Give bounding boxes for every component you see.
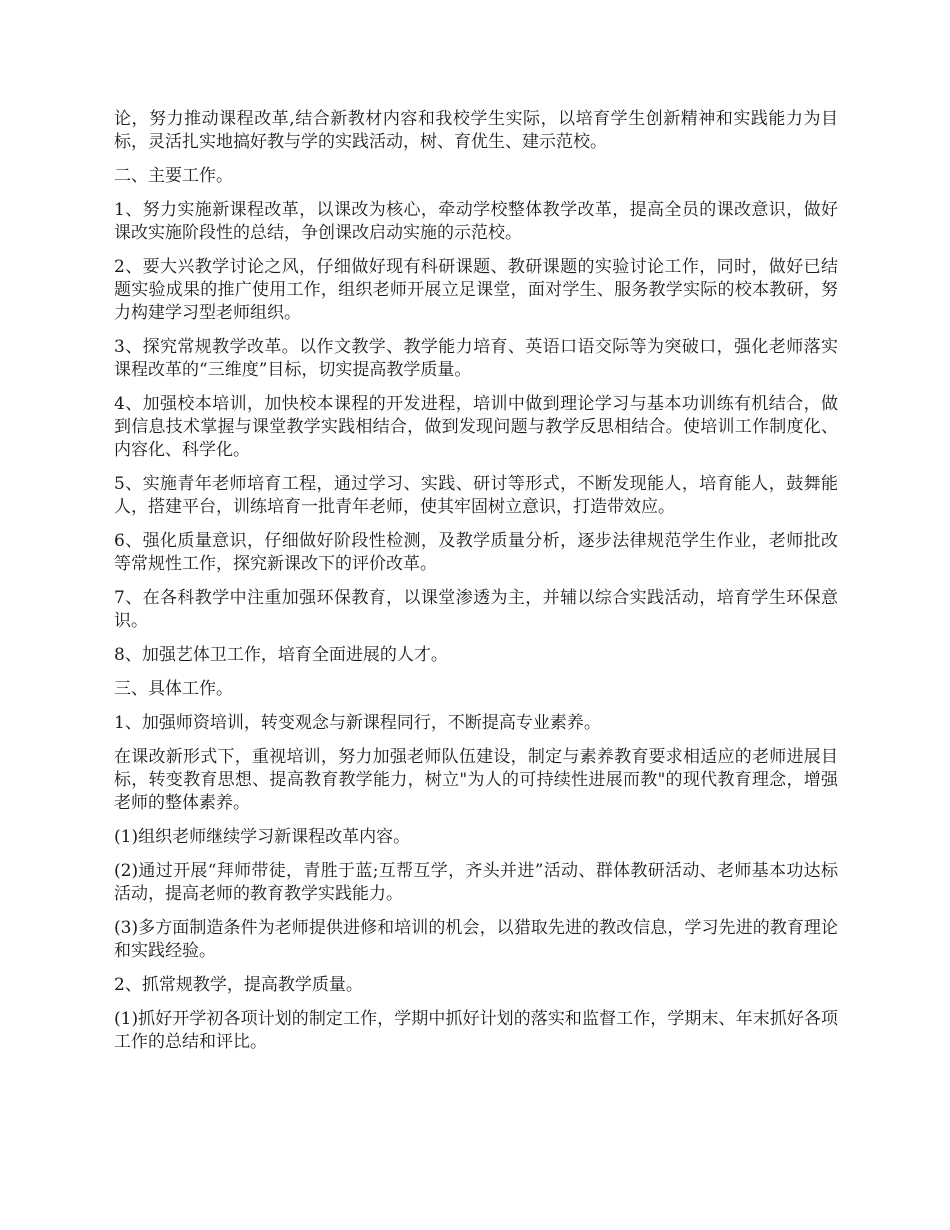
document-body [114,108,838,1065]
paragraph-training-item-3: (3)多方面制造条件为老师提供进修和培训的机会，以猎取先进的教改信息，学习先进的教育理论和实践经验。 [114,918,838,961]
paragraph-intro-continuation: 论，努力推动课程改革,结合新教材内容和我校学生实际，以培育学生创新精神和实践能力为目标，灵活扎实地搞好教与学的实践活动，树、育优生、建示范校。 [114,109,838,152]
paragraph-main-work-7: 7、在各科教学中注重加强环保教育，以课堂渗透为主，并辅以综合实践活动，培育学生环保意识。 [114,588,838,631]
paragraph-main-work-5: 5、实施青年老师培育工程，通过学习、实践、研讨等形式，不断发现能人，培育能人，鼓舞能人，搭建平台，训练培育一批青年老师，使其牢固树立意识，打造带效应。 [114,474,838,517]
paragraph-main-work-8: 8、加强艺体卫工作，培育全面进展的人才。 [114,645,448,665]
paragraph-main-work-6: 6、强化质量意识，仔细做好阶段性检测，及教学质量分析，逐步法律规范学生作业，老师批改等常规性工作，探究新课改下的评价改革。 [114,531,838,574]
paragraph-main-work-4: 4、加强校本培训，加快校本课程的开发进程，培训中做到理论学习与基本功训练有机结合，做到信息技术掌握与课堂教学实践相结合，做到发现问题与教学反思相结合。使培训工作制度化、内容化、科学化。 [114,394,838,460]
paragraph-training-description: 在课改新形式下，重视培训，努力加强老师队伍建设，制定与素养教育要求相适应的老师进展目标，转变教育思想、提高教育教学能力，树立"为人的可持续性进展而教"的现代教育理念，增强老师的整体素养。 [114,747,838,813]
paragraph-main-work-2: 2、要大兴教学讨论之风，仔细做好现有科研课题、教研课题的实验讨论工作，同时，做好已结题实验成果的推广使用工作，组织老师开展立足课堂，面对学生、服务教学实际的校本教研，努力构建学习型老师组织。 [114,257,838,323]
paragraph-main-work-3: 3、探究常规教学改革。以作文教学、教学能力培育、英语口语交际等为突破口，强化老师落实课程改革的“三维度”目标，切实提高教学质量。 [114,337,838,380]
section-heading-main-work: 二、主要工作。 [114,166,233,186]
paragraph-routine-item-1: (1)抓好开学初各项计划的制定工作，学期中抓好计划的落实和监督工作，学期末、年末抓好各项工作的总结和评比。 [114,1009,838,1052]
paragraph-specific-work-1: 1、加强师资培训，转变观念与新课程同行，不断提高专业素养。 [114,713,601,733]
paragraph-main-work-1: 1、努力实施新课程改革，以课改为核心，牵动学校整体教学改革，提高全员的课改意识，做好课改实施阶段性的总结，争创课改启动实施的示范校。 [114,200,838,243]
paragraph-specific-work-2: 2、抓常规教学，提高教学质量。 [114,975,363,995]
paragraph-training-item-1: (1)组织老师继续学习新课程改革内容。 [114,827,411,847]
paragraph-training-item-2: (2)通过开展“拜师带徒，青胜于蓝;互帮互学，齐头并进”活动、群体教研活动、老师基本功达标活动，提高老师的教育教学实践能力。 [114,861,838,904]
section-heading-specific-work: 三、具体工作。 [114,679,233,699]
